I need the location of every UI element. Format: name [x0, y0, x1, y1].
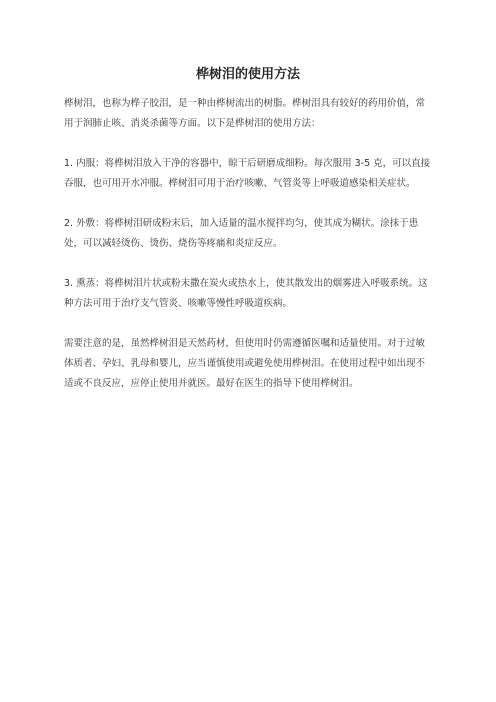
caution-paragraph: 需要注意的是，虽然桦树泪是天然药材，但使用时仍需遵循医嘱和适量使用。对于过敏体质者、孕妇、乳母和婴儿，应当谨慎使用或避免使用桦树泪。在使用过程中如出现不适或不良反应，应停止使用并就医。最好在医生的指导下使用桦树泪。	[64, 338, 426, 389]
paragraph-gap	[64, 194, 432, 214]
method-fumigation-paragraph: 3. 熏蒸：将桦树泪片状或粉末撒在炭火或热水上，使其散发出的烟雾进入呼吸系统。这种方法可用于治疗支气管炎、咳嗽等慢性呼吸道疾病。	[64, 278, 428, 309]
paragraph-gap	[64, 314, 432, 334]
paragraph-gap	[64, 254, 432, 274]
paragraph-gap	[64, 134, 432, 154]
intro-paragraph: 桦树泪，也称为桦子胶泪，是一种由桦树流出的树脂。桦树泪具有较好的药用价值，常用于润肺止咳、消炎杀菌等方面。以下是桦树泪的使用方法：	[64, 98, 426, 129]
method-internal-paragraph: 1. 内服：将桦树泪放入干净的容器中，晾干后研磨成细粉。每次服用 3-5 克，可以直接吞服，也可用开水冲服。桦树泪可用于治疗咳嗽、气管炎等上呼吸道感染相关症状。	[64, 158, 431, 189]
document-title: 桦树泪的使用方法	[195, 67, 300, 82]
method-external-paragraph: 2. 外敷：将桦树泪研成粉末后，加入适量的温水搅拌均匀，使其成为糊状。涂抹于患处，可以减轻烫伤、烫伤、烧伤等疼痛和炎症反应。	[64, 218, 419, 249]
